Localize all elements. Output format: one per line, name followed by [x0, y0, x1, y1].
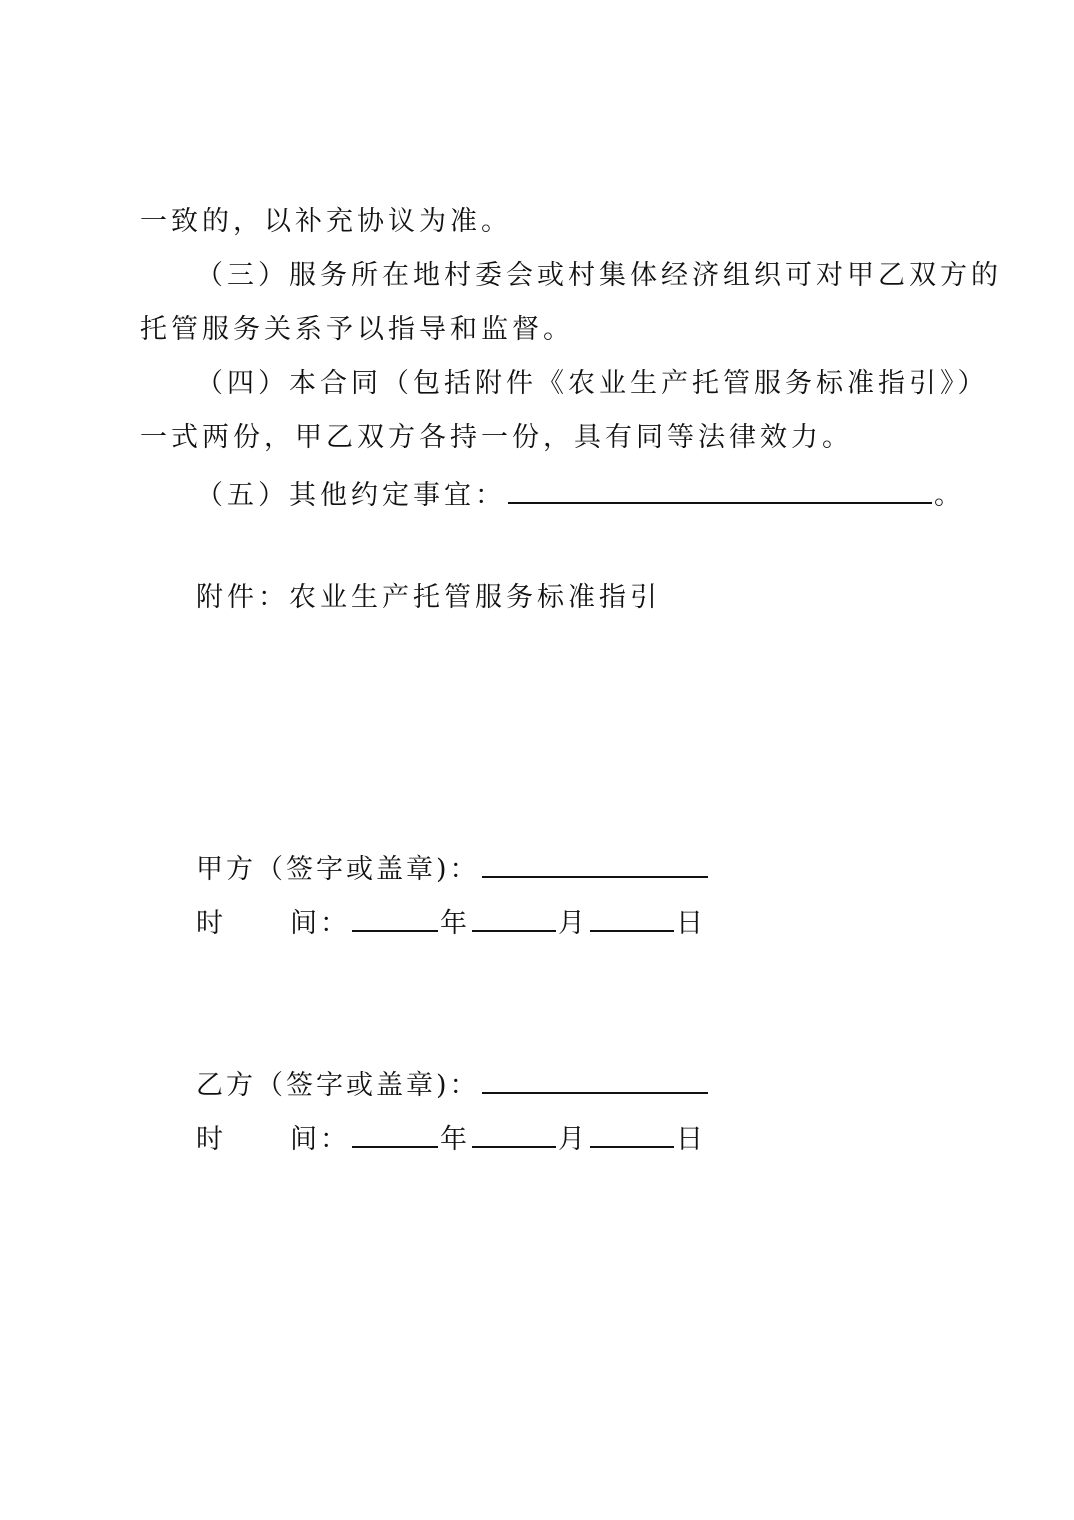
para4-line1: （四）本合同（包括附件《农业生产托管服务标准指引》） [196, 368, 989, 399]
party-b-time-line [196, 1118, 706, 1158]
para4-line2: 一式两份，甲乙双方各持一份，具有同等法律效力。 [140, 422, 853, 453]
para5-label: （五）其他约定事宜： [196, 480, 506, 511]
party-a-signature-line [196, 848, 710, 888]
party-b-month-blank[interactable] [472, 1118, 556, 1148]
party-b-time-label-2: 间： [290, 1124, 350, 1155]
party-a-time-line [196, 902, 706, 942]
party-a-year-label: 年 [440, 908, 470, 939]
party-b-day-blank[interactable] [590, 1118, 674, 1148]
party-b-year-blank[interactable] [352, 1118, 438, 1148]
party-a-month-label: 月 [558, 908, 588, 939]
party-a-time-label-2: 间： [290, 908, 350, 939]
other-terms-blank[interactable] [508, 474, 932, 504]
party-b-signature-blank[interactable] [482, 1064, 708, 1094]
para3-line1: （三）服务所在地村委会或村集体经济组织可对甲乙双方的 [196, 260, 1002, 291]
party-a-day-label: 日 [676, 908, 706, 939]
attachment-line: 附件：农业生产托管服务标准指引 [196, 582, 661, 613]
para3-line2: 托管服务关系予以指导和监督。 [140, 314, 574, 345]
party-a-month-blank[interactable] [472, 902, 556, 932]
para5-line [196, 474, 965, 514]
party-b-time-label-1: 时 [196, 1124, 226, 1155]
party-b-label: 乙方（签字或盖章)： [196, 1070, 480, 1101]
para5-end: 。 [934, 480, 965, 511]
party-b-day-label: 日 [676, 1124, 706, 1155]
party-a-label: 甲方（签字或盖章)： [196, 854, 480, 885]
party-a-signature-blank[interactable] [482, 848, 708, 878]
party-a-year-blank[interactable] [352, 902, 438, 932]
para2-end: 一致的，以补充协议为准。 [140, 206, 512, 237]
party-a-day-blank[interactable] [590, 902, 674, 932]
party-a-time-label-1: 时 [196, 908, 226, 939]
party-b-year-label: 年 [440, 1124, 470, 1155]
party-b-signature-line [196, 1064, 710, 1104]
party-b-month-label: 月 [558, 1124, 588, 1155]
